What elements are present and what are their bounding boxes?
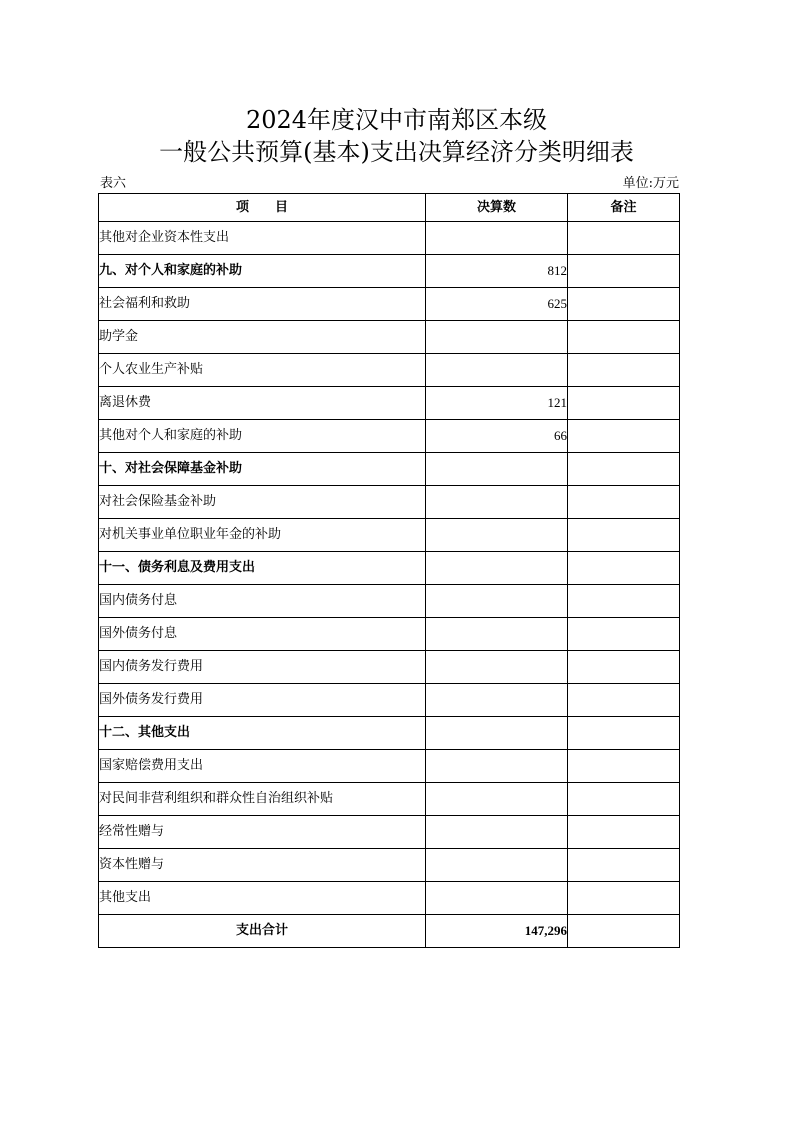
row-label: 资本性赠与 xyxy=(99,849,426,882)
page-title-line2: 一般公共预算(基本)支出决算经济分类明细表 xyxy=(159,138,634,166)
table-row xyxy=(99,255,680,288)
row-label: 离退休费 xyxy=(99,387,426,420)
table-row xyxy=(99,552,680,585)
row-label: 国内债务发行费用 xyxy=(99,651,426,684)
total-note xyxy=(568,915,680,948)
row-note xyxy=(568,552,680,585)
row-note xyxy=(568,420,680,453)
table-row xyxy=(99,354,680,387)
total-label: 支出合计 xyxy=(99,915,426,948)
column-header-amount: 决算数 xyxy=(426,194,568,222)
row-amount xyxy=(426,519,568,552)
table-row xyxy=(99,618,680,651)
table-row xyxy=(99,519,680,552)
row-label: 其他对企业资本性支出 xyxy=(99,222,426,255)
row-amount xyxy=(426,354,568,387)
row-amount xyxy=(426,750,568,783)
row-note xyxy=(568,486,680,519)
row-label: 国内债务付息 xyxy=(99,585,426,618)
unit-label: 单位:万元 xyxy=(622,176,679,191)
row-amount xyxy=(426,222,568,255)
row-note xyxy=(568,222,680,255)
row-amount xyxy=(426,783,568,816)
row-label: 其他支出 xyxy=(99,882,426,915)
table-row xyxy=(99,222,680,255)
category-label: 十、对社会保障基金补助 xyxy=(99,453,426,486)
row-label: 助学金 xyxy=(99,321,426,354)
row-note xyxy=(568,783,680,816)
row-label: 经常性赠与 xyxy=(99,816,426,849)
row-amount xyxy=(426,849,568,882)
row-amount xyxy=(426,882,568,915)
row-label: 社会福利和救助 xyxy=(99,288,426,321)
row-amount xyxy=(426,321,568,354)
row-label: 国外债务付息 xyxy=(99,618,426,651)
row-amount: 121 xyxy=(426,387,568,420)
total-row xyxy=(99,915,680,948)
table-row xyxy=(99,585,680,618)
row-note xyxy=(568,750,680,783)
row-amount xyxy=(426,717,568,750)
row-label: 对机关事业单位职业年金的补助 xyxy=(99,519,426,552)
table-row xyxy=(99,849,680,882)
table-row xyxy=(99,486,680,519)
row-note xyxy=(568,255,680,288)
table-row xyxy=(99,387,680,420)
row-amount xyxy=(426,651,568,684)
row-amount xyxy=(426,684,568,717)
row-note xyxy=(568,288,680,321)
row-note xyxy=(568,321,680,354)
row-note xyxy=(568,717,680,750)
category-label: 十二、其他支出 xyxy=(99,717,426,750)
row-label: 其他对个人和家庭的补助 xyxy=(99,420,426,453)
row-note xyxy=(568,651,680,684)
table-row xyxy=(99,420,680,453)
row-label: 对民间非营利组织和群众性自治组织补贴 xyxy=(99,783,426,816)
row-note xyxy=(568,849,680,882)
table-row xyxy=(99,750,680,783)
table-row xyxy=(99,783,680,816)
row-amount xyxy=(426,585,568,618)
column-header-item: 项 目 xyxy=(99,194,426,222)
row-amount: 66 xyxy=(426,420,568,453)
row-note xyxy=(568,453,680,486)
budget-detail-table xyxy=(98,193,680,948)
table-row xyxy=(99,288,680,321)
row-amount xyxy=(426,486,568,519)
table-row xyxy=(99,816,680,849)
row-note xyxy=(568,882,680,915)
row-amount xyxy=(426,453,568,486)
table-header-row xyxy=(99,194,680,222)
row-note xyxy=(568,816,680,849)
row-amount xyxy=(426,552,568,585)
page-title-line1: 2024年度汉中市南郑区本级 xyxy=(245,106,548,134)
row-label: 对社会保险基金补助 xyxy=(99,486,426,519)
row-amount: 625 xyxy=(426,288,568,321)
row-note xyxy=(568,585,680,618)
table-row xyxy=(99,684,680,717)
row-note xyxy=(568,618,680,651)
row-amount xyxy=(426,816,568,849)
table-number-label: 表六 xyxy=(100,176,127,191)
total-amount: 147,296 xyxy=(426,915,568,948)
category-label: 九、对个人和家庭的补助 xyxy=(99,255,426,288)
row-label: 国家赔偿费用支出 xyxy=(99,750,426,783)
table-row xyxy=(99,717,680,750)
row-amount: 812 xyxy=(426,255,568,288)
row-amount xyxy=(426,618,568,651)
column-header-note: 备注 xyxy=(568,194,680,222)
row-label: 国外债务发行费用 xyxy=(99,684,426,717)
table-row xyxy=(99,321,680,354)
table-row xyxy=(99,651,680,684)
row-note xyxy=(568,387,680,420)
row-label: 个人农业生产补贴 xyxy=(99,354,426,387)
row-note xyxy=(568,519,680,552)
table-row xyxy=(99,453,680,486)
row-note xyxy=(568,684,680,717)
table-row xyxy=(99,882,680,915)
category-label: 十一、债务利息及费用支出 xyxy=(99,552,426,585)
row-note xyxy=(568,354,680,387)
